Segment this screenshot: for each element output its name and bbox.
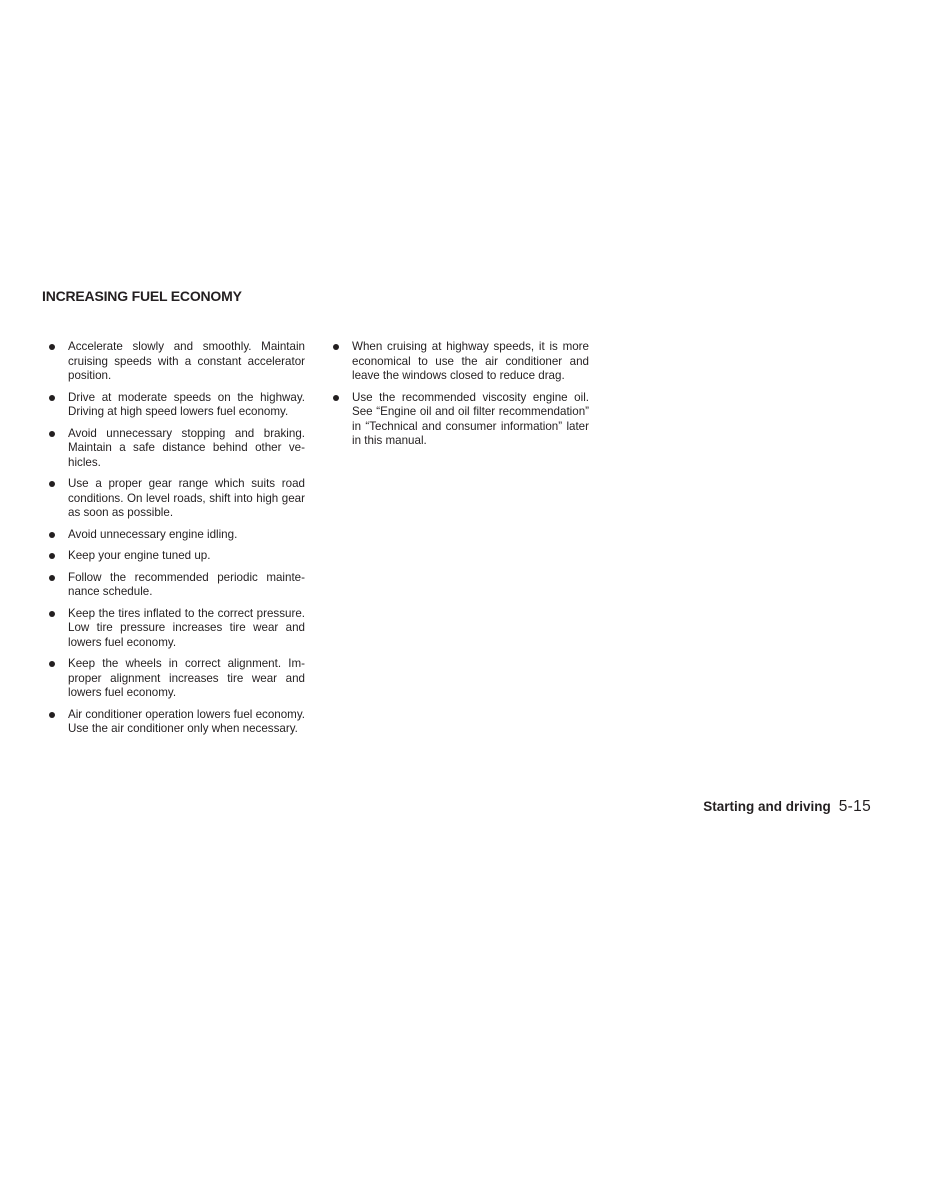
list-item — [49, 657, 305, 701]
bullet-icon — [49, 611, 55, 617]
bullet-icon — [49, 344, 55, 350]
list-item-text: When cruising at highway speeds, it is more economical to use the air conditioner and leave the windows closed to reduce drag. — [352, 340, 589, 382]
bullet-icon — [49, 395, 55, 401]
list-item-text: Accelerate slowly and smoothly. Maintain cruising speeds with a constant accelerator position. — [68, 340, 305, 382]
list-item-text: Drive at moderate speeds on the highway. Driving at high speed lowers fuel economy. — [68, 390, 305, 418]
list-item-text: Avoid unnecessary stopping and braking. Maintain a safe distance behind other vehicles. — [68, 426, 305, 469]
list-item — [49, 607, 305, 651]
list-item — [49, 528, 305, 543]
bullet-icon — [49, 553, 55, 559]
list-item — [49, 571, 305, 600]
list-item — [49, 708, 305, 737]
bullet-icon — [49, 712, 55, 718]
bullet-icon — [333, 344, 339, 350]
page-number: 5-15 — [838, 798, 871, 815]
bullet-icon — [49, 481, 55, 487]
list-item-text: Use the recommended viscosity engine oil. See “Engine oil and oil filter recommendation” in “Technical and consumer information” later in this manual. — [352, 390, 589, 447]
list-item — [49, 391, 305, 420]
list-item — [49, 549, 305, 564]
bullet-icon — [49, 532, 55, 538]
list-item — [49, 477, 305, 521]
list-item-text: Follow the recommended periodic maintenance schedule. — [68, 570, 305, 598]
list-item — [49, 340, 305, 384]
list-item-text: Keep the wheels in correct alignment. Improper alignment increases tire wear and lowers fuel economy. — [68, 657, 305, 699]
page-title: INCREASING FUEL ECONOMY — [42, 288, 242, 304]
list-item-text: Air conditioner operation lowers fuel economy. Use the air conditioner only when necessary. — [68, 707, 305, 735]
bullet-icon — [49, 431, 55, 437]
right-column-bullet-list — [333, 340, 589, 456]
list-item-text: Keep your engine tuned up. — [68, 549, 211, 562]
list-item-text: Avoid unnecessary engine idling. — [68, 527, 238, 541]
list-item — [49, 427, 305, 471]
list-item — [333, 391, 589, 449]
left-column-bullet-list — [49, 340, 305, 744]
bullet-icon — [49, 575, 55, 581]
list-item-text: Keep the tires inflated to the correct pressure. Low tire pressure increases tire wear and lowers fuel economy. — [68, 606, 305, 649]
bullet-icon — [49, 661, 55, 667]
list-item-text: Use a proper gear range which suits road conditions. On level roads, shift into high gear as soon as possible. — [68, 477, 305, 519]
bullet-icon — [333, 395, 339, 401]
page-footer — [703, 798, 871, 816]
list-item — [333, 340, 589, 384]
footer-section-name: Starting and driving — [703, 799, 831, 814]
